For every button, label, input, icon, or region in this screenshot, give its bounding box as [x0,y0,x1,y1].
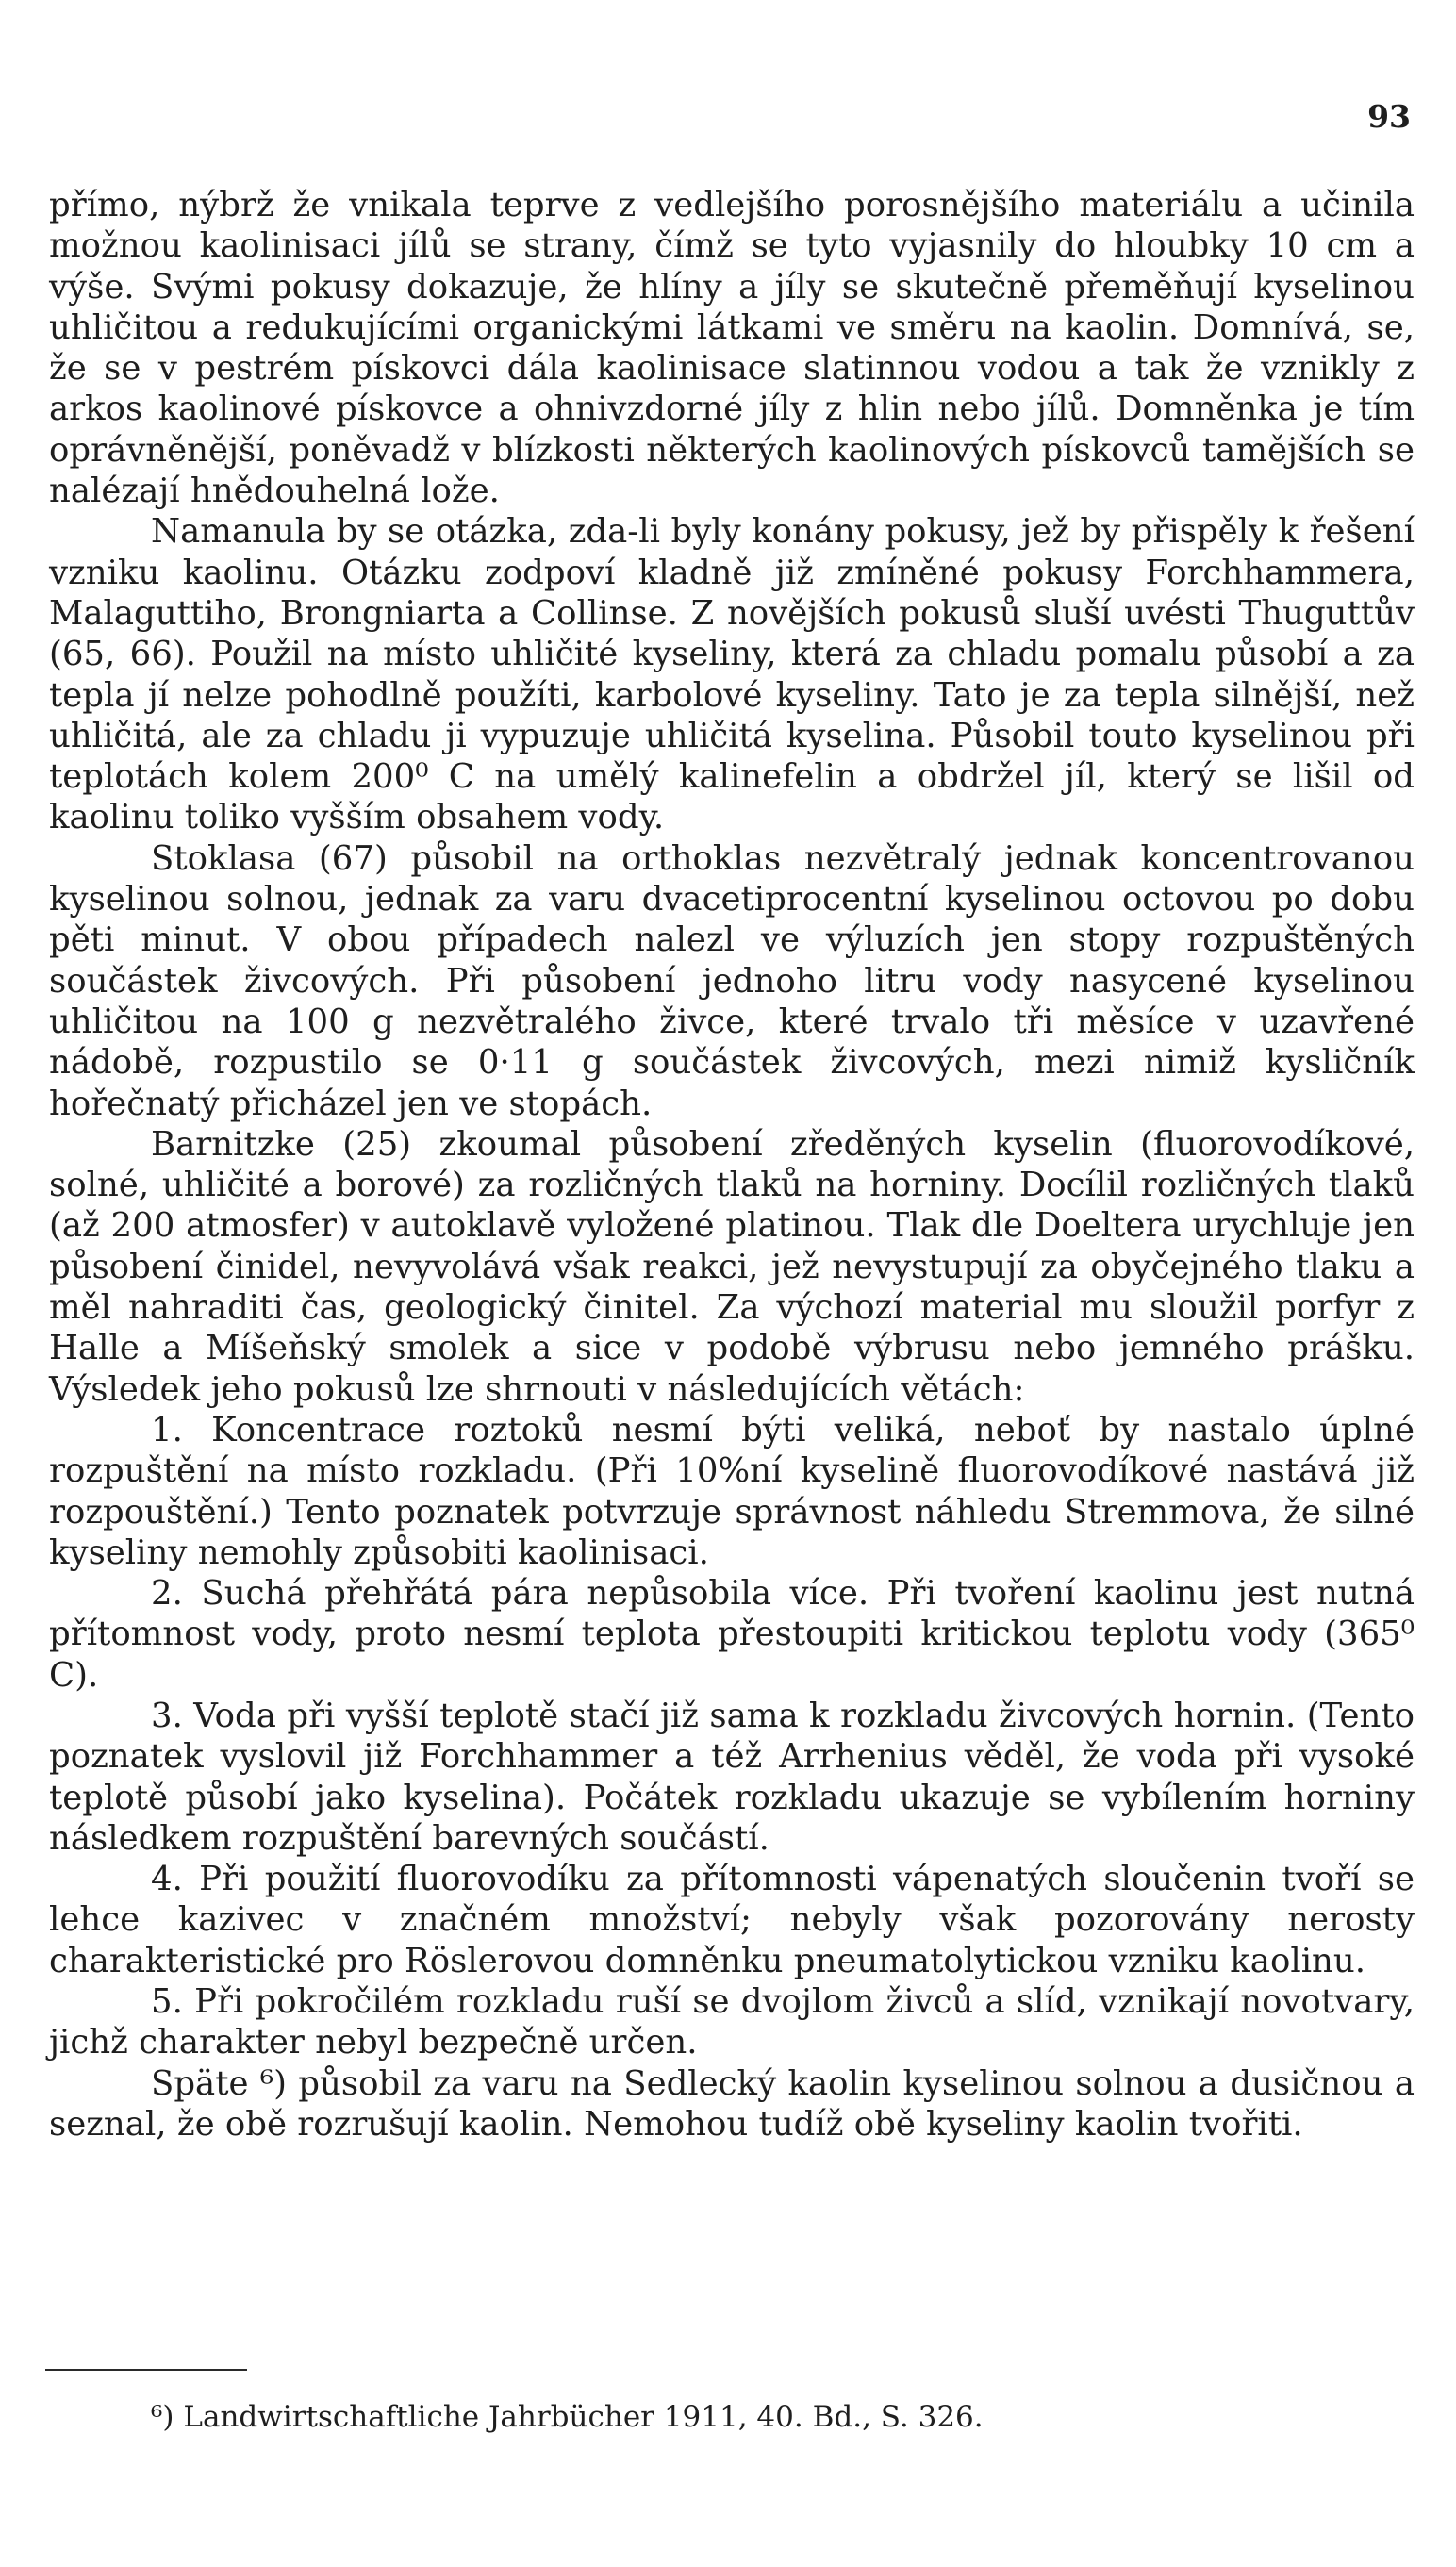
paragraph: Stoklasa (67) působil na orthoklas nezvětralý jednak koncentrovanou kyselinou solnou, jednak za varu dvacetiprocentní kyselinou octovou po dobu pěti minut. V obou případech nalezl ve výluzích jen stopy rozpuštěných součástek živcových. Při působení jednoho litru vody nasycené kyselinou uhličitou na 100 g nezvětralého živce, které trvalo tři měsíce v uzavřené nádobě, rozpustilo se 0·11 g součástek živcových, mezi nimiž kysličník hořečnatý přicházel jen ve stopách. [49,838,1415,1123]
list-item: 2. Suchá přehřátá pára nepůsobila více. Při tvoření kaolinu jest nutná přítomnost vody, proto nesmí teplota přestoupiti kritickou teplotu vody (365⁰ C). [49,1574,1415,1695]
list-item: 5. Při pokročilém rozkladu ruší se dvojlom živců a slíd, vznikají novotvary, jichž charakter nebyl bezpečně určen. [49,1982,1415,2062]
list-item: 4. Při použití fluorovodíku za přítomnosti vápenatých sloučenin tvoří se lehce kazivec v značném množství; nebyly však pozorovány nerosty charakteristické pro Röslerovou domněnku pneumatolytickou vzniku kaolinu. [49,1860,1415,1980]
page-number: 93 [1367,98,1411,135]
list-item: 1. Koncentrace roztoků nesmí býti veliká, neboť by nastalo úplné rozpuštění na místo rozkladu. (Při 10%ní kyselině fluorovodíkové nastává již rozpouštění.) Tento poznatek potvrzuje správnost náhledu Stremmova, že silné kyseliny nemohly způsobiti kaolinisaci. [49,1410,1415,1572]
list-item: 3. Voda při vyšší teplotě stačí již sama k rozkladu živcových hornin. (Tento poznatek vyslovil již Forchhammer a též Arrhenius věděl, že voda při vysoké teplotě působí jako kyselina). Počátek rozkladu ukazuje se vybílením horniny následkem rozpuštění barevných součástí. [49,1696,1415,1858]
footnote: ⁶) Landwirtschaftliche Jahrbücher 1911, 40. Bd., S. 326. [151,2400,984,2434]
paragraph: Namanula by se otázka, zda-li byly konány pokusy, jež by přispěly k řešení vzniku kaolinu. Otázku zodpoví kladně již zmíněné pokusy Forchhammera, Malaguttiho, Brongniarta a Collinse. Z novějších pokusů sluší uvésti Thuguttův (65, 66). Použil na místo uhličité kyseliny, která za chladu pomalu působí a za tepla jí nelze pohodlně použíti, karbolové kyseliny. Tato je za tepla silnější, než uhličitá, ale za chladu ji vypuzuje uhličitá kyselina. Působil touto kyselinou při teplotách kolem 200⁰ C na umělý kalinefelin a obdržel jíl, který se lišil od kaolinu toliko vyšším obsahem vody. [49,512,1415,837]
paragraph: přímo, nýbrž že vnikala teprve z vedlejšího porosnějšího materiálu a učinila možnou kaolinisaci jílů se strany, čímž se tyto vyjasnily do hloubky 10 cm a výše. Svými pokusy dokazuje, že hlíny a jíly se skutečně přeměňují kyselinou uhličitou a redukujícími organickými látkami ve směru na kaolin. Domnívá, se, že se v pestrém pískovci dála kaolinisace slatinnou vodou a tak že vznikly z arkos kaolinové pískovce a ohnivzdorné jíly z hlin nebo jílů. Domněnka je tím oprávněnější, poněvadž v blízkosti některých kaolinových pískovců tamějších se nalézají hnědouhelná lože. [49,186,1415,511]
footnote-divider [45,2369,247,2371]
paragraph: Späte ⁶) působil za varu na Sedlecký kaolin kyselinou solnou a dusičnou a seznal, že obě rozrušují kaolin. Nemohou tudíž obě kyseliny kaolin tvořiti. [49,2063,1415,2144]
body-text [49,185,1415,2145]
paragraph: Barnitzke (25) zkoumal působení zředěných kyselin (fluorovodíkové, solné, uhličité a borové) za rozličných tlaků na horniny. Docílil rozličných tlaků (až 200 atmosfer) v autoklavě vyložené platinou. Tlak dle Doeltera urychluje jen působení činidel, nevyvolává však reakci, jež nevystupují za obyčejného tlaku a měl nahraditi čas, geologický činitel. Za výchozí material mu sloužil porfyr z Halle a Míšeňský smolek a sice v podobě výbrusu nebo jemného prášku. Výsledek jeho pokusů lze shrnouti v následujících větách: [49,1124,1415,1409]
